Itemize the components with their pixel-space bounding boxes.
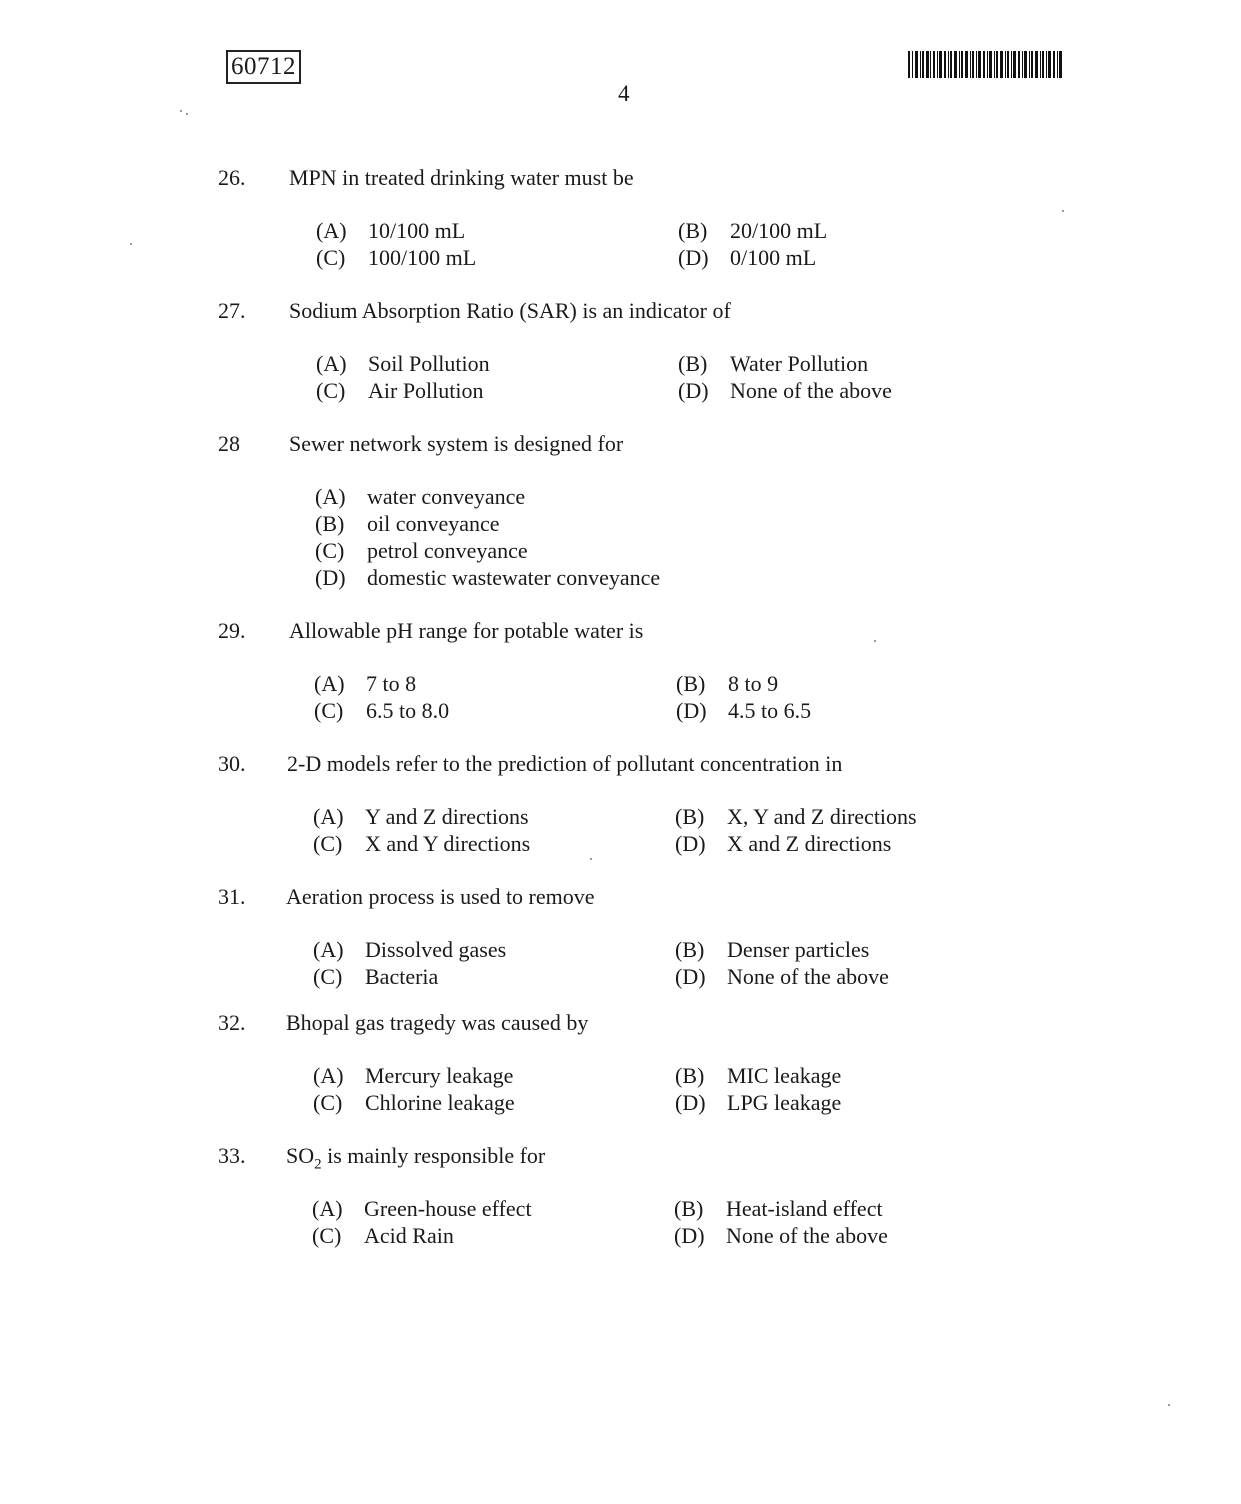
option-b — [675, 803, 917, 830]
option-letter: (A) — [316, 351, 347, 376]
option-letter: (B) — [675, 1063, 705, 1088]
option-text: domestic wastewater conveyance — [367, 565, 661, 590]
option-letter: (A) — [314, 671, 345, 696]
question-number: 26. — [218, 165, 246, 190]
option-c — [316, 244, 476, 271]
option-letter: (C) — [312, 1223, 342, 1248]
option-letter: (D) — [675, 964, 706, 989]
option-b — [676, 670, 778, 697]
option-b — [678, 350, 868, 377]
option-a — [313, 936, 506, 963]
option-letter: (B) — [678, 218, 708, 243]
option-letter: (C) — [313, 1090, 343, 1115]
option-letter: (B) — [675, 937, 705, 962]
option-letter: (D) — [675, 1090, 706, 1115]
option-letter: (C) — [316, 245, 346, 270]
option-text: 7 to 8 — [366, 671, 417, 696]
option-letter: (C) — [313, 964, 343, 989]
option-c — [315, 537, 528, 564]
option-d — [675, 830, 891, 857]
option-text: petrol conveyance — [367, 538, 528, 563]
scan-speck — [1168, 1404, 1170, 1406]
option-text: Denser particles — [727, 937, 870, 962]
option-letter: (A) — [313, 937, 344, 962]
option-text: Acid Rain — [364, 1223, 454, 1248]
option-letter: (C) — [313, 831, 343, 856]
option-text: Soil Pollution — [368, 351, 490, 376]
question-number: 29. — [218, 618, 246, 643]
question-text — [286, 1142, 545, 1178]
option-d — [675, 1089, 841, 1116]
question-number: 28 — [218, 431, 240, 456]
option-text: None of the above — [727, 964, 889, 989]
option-letter: (D) — [315, 565, 346, 590]
scan-speck — [186, 113, 188, 115]
option-d — [674, 1222, 888, 1249]
option-d — [676, 697, 811, 724]
option-d — [315, 564, 660, 591]
option-text: 0/100 mL — [730, 245, 817, 270]
option-letter: (A) — [313, 1063, 344, 1088]
paper-code-box: 60712 — [226, 50, 301, 84]
option-text: 8 to 9 — [728, 671, 779, 696]
question-text: Allowable pH range for potable water is — [289, 618, 644, 643]
option-b — [675, 1062, 841, 1089]
option-letter: (B) — [675, 804, 705, 829]
option-c — [313, 963, 438, 990]
option-d — [678, 244, 816, 271]
question-text-part: SO — [286, 1143, 315, 1168]
option-text: Green-house effect — [364, 1196, 532, 1221]
option-text: Mercury leakage — [365, 1063, 514, 1088]
option-letter: (D) — [674, 1223, 705, 1248]
option-c — [314, 697, 449, 724]
option-letter: (B) — [315, 511, 345, 536]
question-text: Sodium Absorption Ratio (SAR) is an indicator of — [289, 298, 731, 323]
subscript: 2 — [314, 1156, 322, 1173]
option-text: Dissolved gases — [365, 937, 507, 962]
option-letter: (A) — [312, 1196, 343, 1221]
option-text: 100/100 mL — [368, 245, 477, 270]
option-letter: (C) — [314, 698, 344, 723]
option-d — [675, 963, 889, 990]
option-c — [313, 1089, 515, 1116]
option-letter: (A) — [313, 804, 344, 829]
option-b — [674, 1195, 883, 1222]
option-a — [316, 350, 490, 377]
option-letter: (D) — [678, 378, 709, 403]
barcode-icon — [908, 51, 1062, 78]
option-text: water conveyance — [367, 484, 526, 509]
option-a — [312, 1195, 532, 1222]
option-text: 20/100 mL — [730, 218, 828, 243]
option-text: X and Y directions — [365, 831, 531, 856]
question-text-part: is mainly responsible for — [321, 1143, 546, 1168]
option-d — [678, 377, 892, 404]
option-text: 4.5 to 6.5 — [728, 698, 812, 723]
page-number: 4 — [618, 81, 630, 106]
option-a — [314, 670, 416, 697]
question-text: Bhopal gas tragedy was caused by — [286, 1010, 589, 1035]
option-letter: (D) — [675, 831, 706, 856]
option-text: LPG leakage — [727, 1090, 842, 1115]
scan-speck — [180, 110, 182, 112]
option-letter: (C) — [315, 538, 345, 563]
option-a — [313, 1062, 513, 1089]
question-text: MPN in treated drinking water must be — [289, 165, 634, 190]
option-letter: (A) — [316, 218, 347, 243]
option-text: None of the above — [726, 1223, 888, 1248]
option-letter: (D) — [678, 245, 709, 270]
option-letter: (B) — [674, 1196, 704, 1221]
option-c — [312, 1222, 454, 1249]
question-text: Sewer network system is designed for — [289, 431, 624, 456]
option-b — [315, 510, 500, 537]
option-text: Chlorine leakage — [365, 1090, 515, 1115]
question-number: 27. — [218, 298, 246, 323]
option-a — [316, 217, 465, 244]
option-text: Air Pollution — [368, 378, 484, 403]
option-letter: (B) — [676, 671, 706, 696]
option-a — [315, 483, 525, 510]
question-number: 30. — [218, 751, 246, 776]
option-letter: (C) — [316, 378, 346, 403]
option-text: Heat-island effect — [726, 1196, 883, 1221]
option-letter: (A) — [315, 484, 346, 509]
option-letter: (B) — [678, 351, 708, 376]
option-text: None of the above — [730, 378, 892, 403]
option-text: X and Z directions — [727, 831, 892, 856]
option-b — [678, 217, 827, 244]
option-c — [313, 830, 530, 857]
question-number: 33. — [218, 1143, 246, 1168]
scan-speck — [590, 858, 592, 860]
option-text: Y and Z directions — [365, 804, 529, 829]
scan-speck — [874, 640, 876, 642]
option-text: Water Pollution — [730, 351, 869, 376]
scan-speck — [130, 243, 132, 245]
option-text: 6.5 to 8.0 — [366, 698, 450, 723]
option-letter: (D) — [676, 698, 707, 723]
option-a — [313, 803, 529, 830]
question-text: 2-D models refer to the prediction of pollutant concentration in — [287, 751, 843, 776]
option-text: X, Y and Z directions — [727, 804, 917, 829]
option-text: Bacteria — [365, 964, 439, 989]
option-text: oil conveyance — [367, 511, 500, 536]
option-text: MIC leakage — [727, 1063, 842, 1088]
option-b — [675, 936, 869, 963]
question-text: Aeration process is used to remove — [286, 884, 595, 909]
option-c — [316, 377, 484, 404]
option-text: 10/100 mL — [368, 218, 466, 243]
question-number: 32. — [218, 1010, 246, 1035]
question-number: 31. — [218, 884, 246, 909]
scan-speck — [1062, 210, 1064, 212]
